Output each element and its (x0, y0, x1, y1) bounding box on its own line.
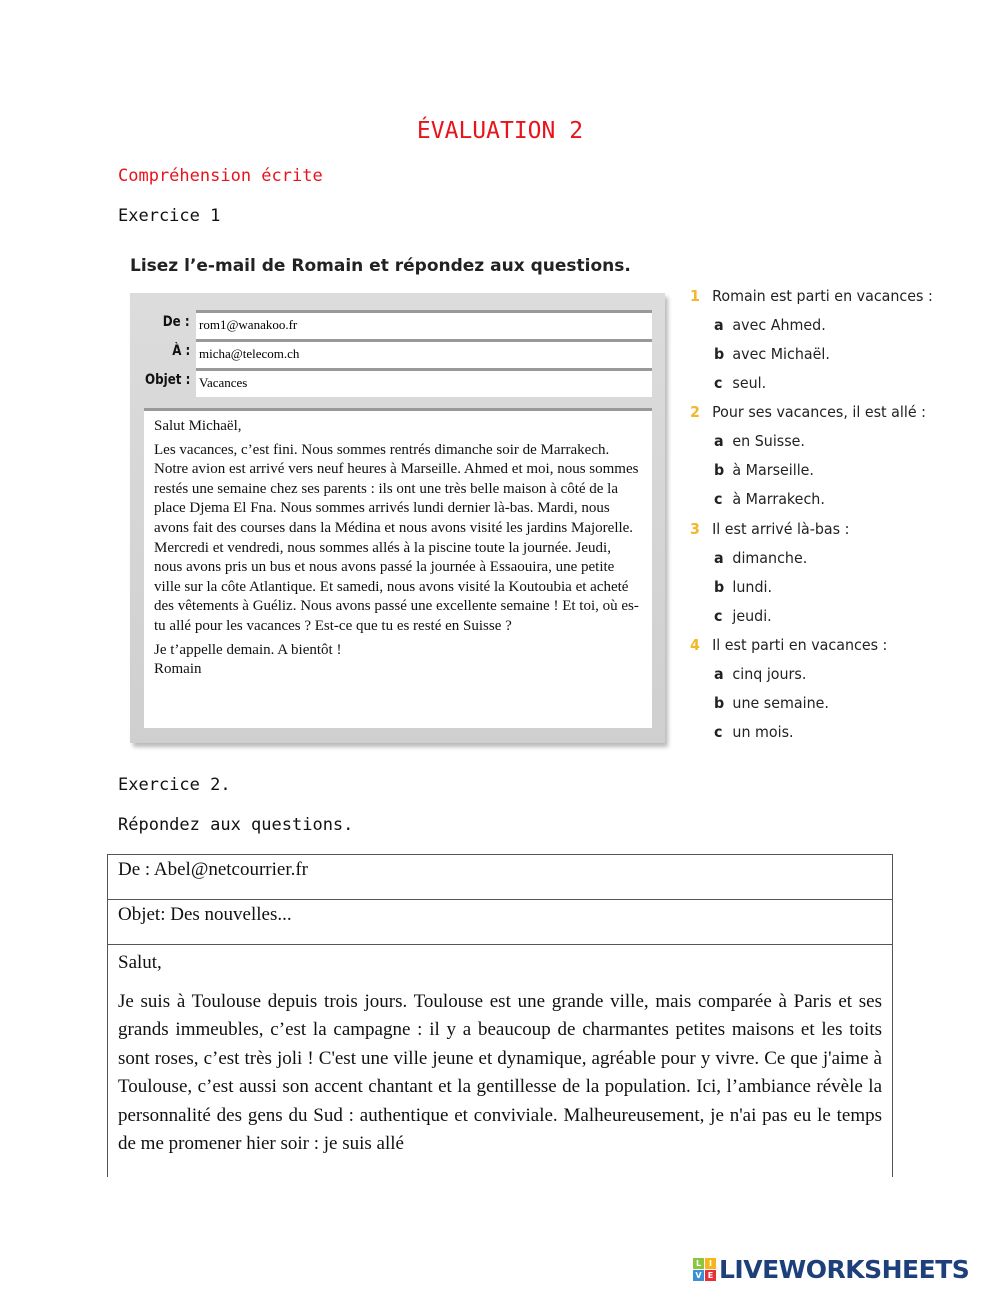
option-letter: b (714, 345, 725, 363)
question (690, 403, 926, 421)
subject-label: Objet : (144, 372, 190, 388)
option-text: à Marseille. (732, 461, 814, 480)
option-letter: a (714, 316, 724, 334)
option-letter: a (714, 664, 724, 683)
option-letter: b (714, 693, 725, 712)
email-to-row (130, 339, 660, 365)
option-text: à Marrakech. (732, 490, 825, 509)
option-text: avec Ahmed. (732, 316, 826, 334)
question-number: 2 (690, 403, 700, 422)
from-cell: De : Abel@netcourrier.fr (108, 855, 893, 900)
logo-tile: L (693, 1258, 704, 1269)
email-body (144, 408, 652, 728)
question-text: Pour ses vacances, il est allé : (712, 403, 926, 422)
option-text: un mois. (732, 722, 794, 741)
question-text: Il est arrivé là-bas : (712, 519, 850, 538)
answer-option[interactable] (714, 578, 772, 596)
answer-option[interactable] (714, 345, 830, 363)
exercise2-label: Exercice 2. (118, 775, 231, 795)
option-letter: b (714, 461, 725, 480)
message-body: Je suis à Toulouse depuis trois jours. Toulouse est une grande ville, mais comparée à Paris et ses grands immeubles, c’est la campagne : il y a beaucoup de charmantes petites maisons et les toits sont roses, c’est très joli ! C'est une ville jeune et dynamique, agréable pour y vivre. Ce que j'aime à Toulouse, c’est aussi son accent chantant et la gentillesse de la population. Ici, l’ambiance révèle la personnalité des gens du Sud : authentique et conviviale. Malheureusement, je n'ai pas eu le temps de me promener hier soir : je suis allé (118, 990, 882, 1154)
email-from-row (130, 310, 660, 336)
subject-cell: Objet: Des nouvelles... (108, 900, 893, 945)
question (690, 287, 933, 305)
logo-text: LIVEWORKSHEETS (719, 1255, 970, 1284)
from-label: De : (163, 314, 190, 330)
logo-tiles-icon (693, 1258, 716, 1281)
section-title: Compréhension écrite (118, 166, 323, 186)
option-letter: b (714, 577, 725, 596)
to-label: À : (171, 343, 190, 359)
question-number: 3 (690, 519, 700, 538)
liveworksheets-logo (693, 1255, 969, 1284)
option-letter: a (714, 548, 724, 567)
answer-option[interactable] (714, 432, 805, 450)
page-title: ÉVALUATION 2 (416, 118, 584, 144)
exercise1-instruction: Lisez l’e-mail de Romain et répondez aux questions. (130, 256, 631, 276)
question-number: 1 (690, 287, 700, 305)
email-text: Les vacances, c’est fini. Nous sommes rentrés dimanche soir de Marrakech. Notre avion est arrivé vers neuf heures à Marseille. Ahmed et moi, nous sommes restés une semaine chez ses parents : ils ont une très belle maison à côté de la place Djema El Fna. Nous sommes arrivés lundi dernier là-bas. Mardi, nous avons fait des courses dans la Médina et nous avons visité les jardins Majorelle. Mercredi et vendredi, nous sommes allés à la piscine toute la journée. Jeudi, nous avons pris un bus et nous avons passé la journée à Essaouira, une petite ville sur la côte Atlantique. Et samedi, nous avons visité la Koutoubia et acheté des vêtements à Guéliz. Nous avons passé une excellente semaine ! Et toi, où es-tu allé pour les vacances ? Est-ce que tu es resté en Suisse ? (154, 441, 639, 634)
logo-tile: V (693, 1270, 704, 1281)
from-value: rom1@wanakoo.fr (196, 310, 652, 339)
question (690, 636, 887, 654)
answer-option[interactable] (714, 316, 826, 334)
exercise2-instruction: Répondez aux questions. (118, 815, 354, 835)
option-text: seul. (732, 374, 767, 392)
answer-option[interactable] (714, 723, 794, 741)
answer-option[interactable] (714, 607, 772, 625)
option-text: dimanche. (732, 548, 808, 567)
option-text: cinq jours. (732, 664, 807, 683)
question-text: Romain est parti en vacances : (712, 287, 933, 305)
email-signature: Romain (154, 661, 202, 678)
option-letter: c (714, 490, 723, 509)
email-greeting: Salut Michaël, (154, 418, 242, 434)
option-letter: c (714, 722, 723, 741)
option-letter: c (714, 606, 723, 625)
email-subject-row (130, 368, 660, 394)
logo-tile: I (705, 1258, 716, 1269)
question (690, 520, 849, 538)
email-table (107, 854, 893, 1177)
question-number: 4 (690, 635, 700, 654)
logo-tile: E (705, 1270, 716, 1281)
subject-value: Vacances (196, 368, 652, 397)
option-text: lundi. (732, 577, 772, 596)
message-greeting: Salut, (118, 952, 162, 973)
message-cell (108, 945, 893, 1177)
answer-option[interactable] (714, 461, 814, 479)
email-closing: Je t’appelle demain. A bientôt ! (154, 641, 342, 658)
answer-option[interactable] (714, 694, 829, 712)
option-letter: c (714, 374, 723, 392)
answer-option[interactable] (714, 490, 825, 508)
exercise1-label: Exercice 1 (118, 206, 221, 226)
option-text: jeudi. (732, 606, 772, 625)
option-text: en Suisse. (732, 432, 805, 451)
answer-option[interactable] (714, 374, 766, 392)
question-text: Il est parti en vacances : (712, 635, 888, 654)
option-text: avec Michaël. (732, 345, 830, 363)
to-value: micha@telecom.ch (196, 339, 652, 368)
answer-option[interactable] (714, 549, 807, 567)
option-letter: a (714, 432, 724, 451)
email-image (130, 293, 665, 743)
option-text: une semaine. (732, 693, 829, 712)
answer-option[interactable] (714, 665, 806, 683)
